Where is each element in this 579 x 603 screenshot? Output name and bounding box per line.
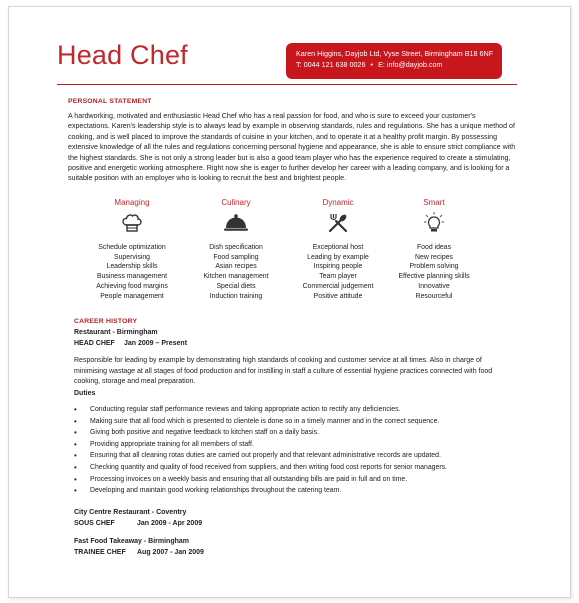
- skill-item: Team player: [319, 273, 357, 281]
- skill-title: Dynamic: [322, 198, 354, 207]
- skill-item: Food sampling: [213, 253, 259, 261]
- duties-heading: Duties: [74, 390, 96, 397]
- duty-item: • Ensuring that all cleaning rotas duties are carried out properly and that relevant administrative records are updated.: [74, 450, 514, 462]
- job3-dates: Aug 2007 - Jan 2009: [137, 549, 204, 556]
- contact-separator: •: [370, 60, 374, 69]
- skill-item: Leadership skills: [106, 263, 158, 271]
- duty-item: • Conducting regular staff performance reviews and taking appropriate action to rectify any deficiencies.: [74, 404, 514, 416]
- skill-item: Inspiring people: [313, 263, 363, 271]
- skill-item: Innovative: [418, 282, 450, 290]
- job2-role-line: [74, 520, 203, 527]
- job3-role: TRAINEE CHEF: [74, 549, 126, 556]
- skill-item: Food ideas: [416, 244, 452, 251]
- skill-item: New recipes: [415, 253, 453, 261]
- chef-hat-icon: [82, 210, 182, 236]
- skill-column-managing: [82, 198, 182, 301]
- skill-item: Resourceful: [415, 292, 453, 300]
- skill-item: Exceptional host: [312, 244, 364, 251]
- skill-item: Business management: [96, 273, 168, 281]
- page-title: Head Chef: [57, 40, 188, 70]
- duty-item: • Checking quantity and quality of food received from suppliers, and then writing food cost reports for senior managers.: [74, 462, 514, 474]
- job2-dates: Jan 2009 - Apr 2009: [137, 520, 203, 527]
- skill-title: Culinary: [221, 198, 251, 207]
- contact-address: Karen Higgins, Dayjob Ltd, Vyse Street, Birmingham B18 6NF: [296, 49, 494, 58]
- skill-item: Asian recipes: [215, 263, 257, 271]
- crossed-utensils-icon: [288, 210, 388, 236]
- job2-role: SOUS CHEF: [74, 520, 115, 527]
- job3-role-line: [74, 549, 204, 556]
- personal-statement-text: A hardworking, motivated and enthusiastic Head Chef who has a real passion for food, and who is sure to exceed your customer's expectations. Karen's leadership style is to always lead by example in observing standards, rules and regulations. She has a unique method of cooking, and is well placed to improve the standards of cuisine in your kitchen, and to operate it at a healthy profit margin. By possessing extensive knowledge of all the rules and regulations concerning personal hygiene and appearance, she is able to ensure strict compliance with the highest standards. She is not only a strong leader but is also a good team player who has the experience required to create a stimulating, positive and energetic working atmosphere. Right now she is eager to further develop her career with a leading company, and is looking for a suitable position with an employer who is looking to recruit the best and brightest people.: [68, 112, 516, 183]
- title-rule: [57, 84, 517, 85]
- cloche-icon: [186, 210, 286, 236]
- contact-phone: T: 0044 121 638 0026: [296, 60, 366, 69]
- skill-title: Smart: [423, 198, 445, 207]
- job1-role: HEAD CHEF: [74, 340, 115, 347]
- career-history-heading: CAREER HISTORY: [74, 318, 138, 325]
- skill-item: Problem solving: [409, 263, 459, 271]
- skill-column-dynamic: [288, 198, 388, 301]
- job1-summary: Responsible for leading by example by demonstrating high standards of cooking and customer service at all times. Also in charge of minimising wastage at all stages of food production and for instilling in staff a culture of essential hygiene practices connected with food cooking, storage and meal preparation.: [74, 357, 493, 386]
- skill-item: Schedule optimization: [98, 244, 166, 251]
- duty-item: • Developing and maintain good working relationships throughout the catering team.: [74, 485, 514, 497]
- skill-item: Achieving food margins: [96, 282, 168, 290]
- contact-box: [286, 43, 502, 79]
- skill-item: People management: [100, 292, 164, 300]
- skill-item: Leading by example: [307, 253, 369, 261]
- duty-item: • Giving both positive and negative feedback to kitchen staff on a daily basis.: [74, 427, 514, 439]
- skill-item: Commercial judgement: [302, 282, 374, 290]
- duties-list: [74, 404, 514, 497]
- skill-item: Dish specification: [209, 244, 263, 251]
- job1-role-line: [74, 340, 188, 347]
- job2-employer: City Centre Restaurant - Coventry: [74, 509, 187, 516]
- skill-item: Special diets: [216, 282, 256, 290]
- skill-item: Kitchen management: [203, 273, 269, 281]
- job1-dates: Jan 2009 – Present: [124, 340, 188, 347]
- skill-item: Effective planning skills: [398, 273, 470, 281]
- job1-employer: Restaurant - Birmingham: [74, 329, 158, 336]
- skill-item: Positive attitude: [313, 292, 363, 300]
- skill-column-smart: [384, 198, 484, 301]
- skill-item: Induction training: [209, 292, 263, 300]
- skill-title: Managing: [114, 198, 150, 207]
- job3-employer: Fast Food Takeaway - Birmingham: [74, 538, 190, 545]
- skill-column-culinary: [186, 198, 286, 301]
- duty-item: • Making sure that all food which is presented to clientele is done so in a timely manner and in the correct sequence.: [74, 416, 514, 428]
- skill-item: Supervising: [113, 253, 150, 261]
- duty-item: • Processing invoices on a weekly basis and ensuring that all outstanding bills are paid in full and on time.: [74, 474, 514, 486]
- duty-item: • Providing appropriate training for all members of staff.: [74, 439, 514, 451]
- contact-email[interactable]: E: info@dayjob.com: [378, 60, 443, 69]
- lightbulb-icon: [384, 210, 484, 236]
- personal-statement-heading: PERSONAL STATEMENT: [68, 98, 152, 105]
